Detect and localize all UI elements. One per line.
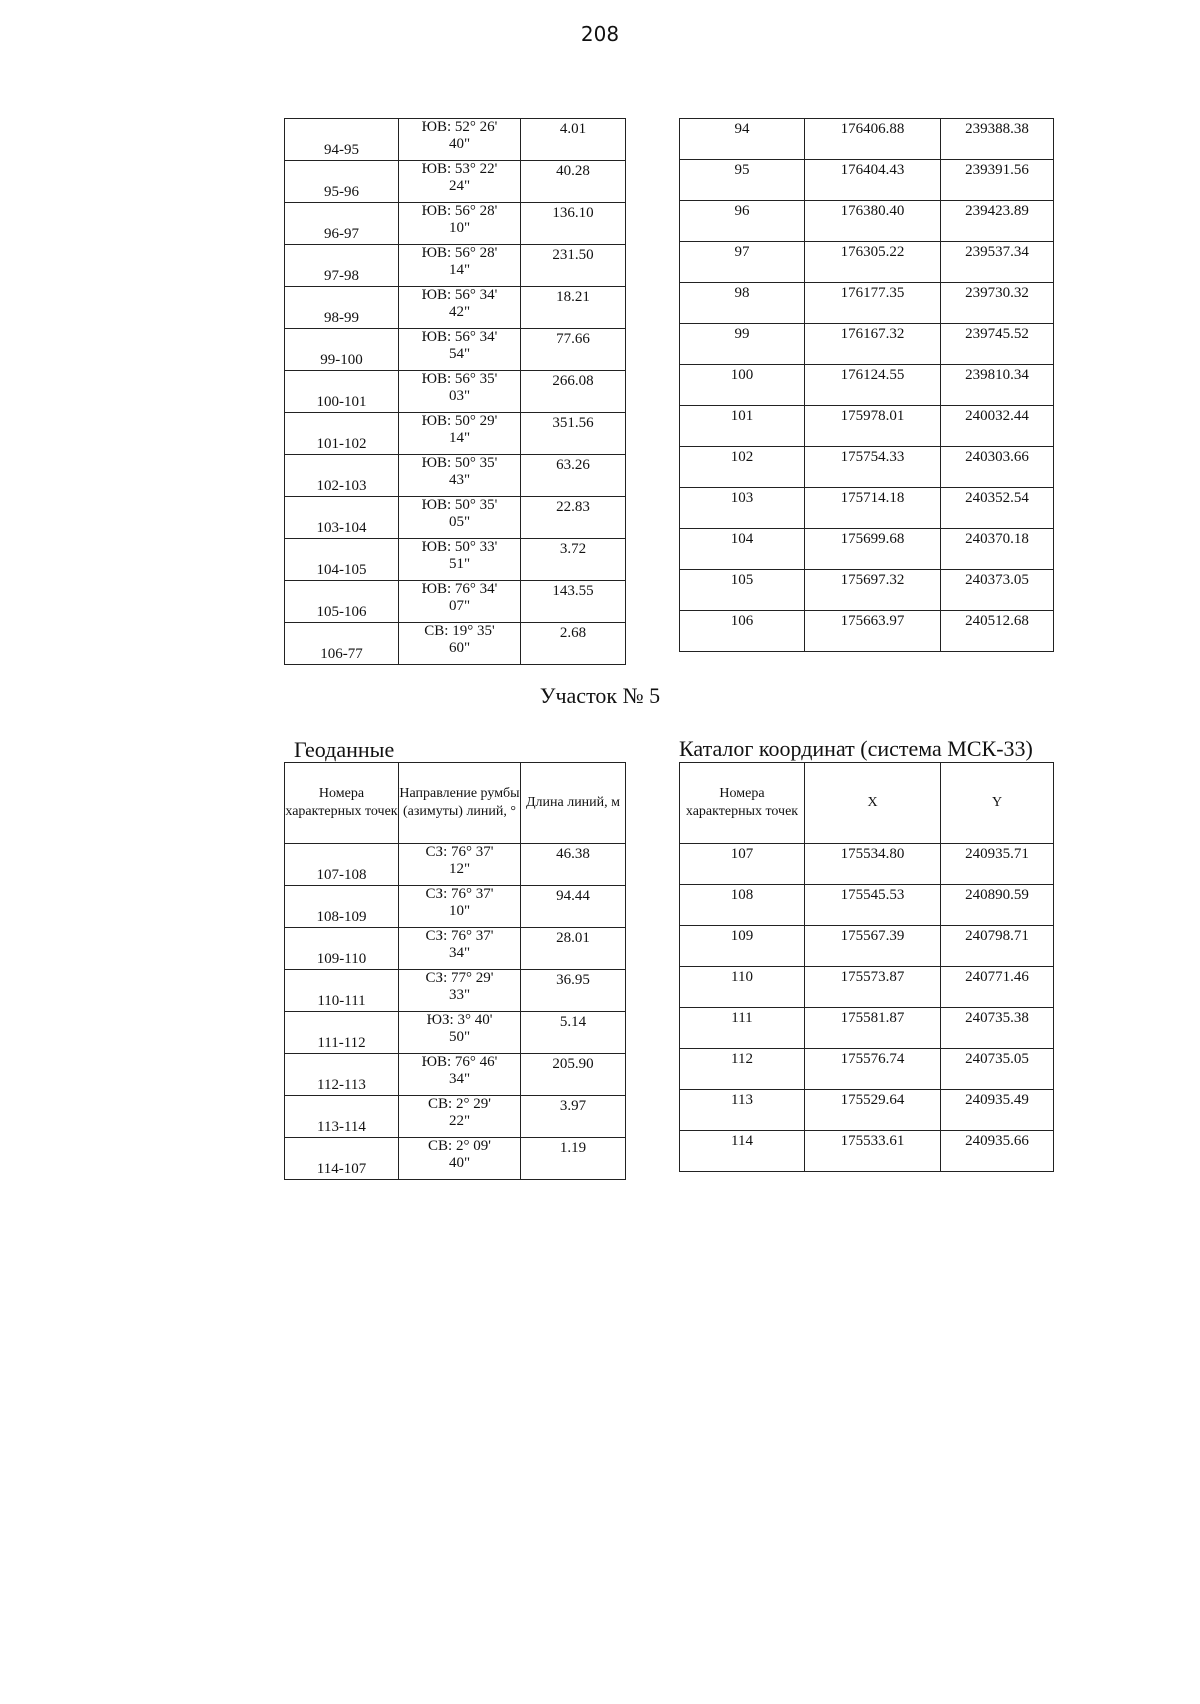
header-points: Номера характерных точек xyxy=(680,763,805,844)
length-cell: 36.95 xyxy=(521,970,626,1012)
direction-part: 50" xyxy=(448,1029,471,1045)
point-cell: 109 xyxy=(680,926,805,967)
direction-cell xyxy=(399,371,521,413)
length-cell: 3.72 xyxy=(521,539,626,581)
table-row xyxy=(285,970,626,1012)
point-cell: 95 xyxy=(680,160,805,201)
coordinate-catalog-table xyxy=(679,762,1054,1172)
direction-part: 40" xyxy=(448,136,471,152)
length-cell: 46.38 xyxy=(521,844,626,886)
y-cell: 239391.56 xyxy=(941,160,1054,201)
point-cell: 112 xyxy=(680,1049,805,1090)
x-cell: 175697.32 xyxy=(805,570,941,611)
table-row xyxy=(680,488,1054,529)
direction-cell xyxy=(399,1096,521,1138)
length-cell: 143.55 xyxy=(521,581,626,623)
point-cell: 94 xyxy=(680,119,805,160)
x-cell: 175978.01 xyxy=(805,406,941,447)
table-row xyxy=(285,329,626,371)
y-cell: 240935.66 xyxy=(941,1131,1054,1172)
point-cell: 107 xyxy=(680,844,805,885)
y-cell: 240735.05 xyxy=(941,1049,1054,1090)
direction-part: ЮВ: 50° 35' xyxy=(421,455,498,471)
table-row xyxy=(285,413,626,455)
table-row xyxy=(285,455,626,497)
segment-cell: 98-99 xyxy=(285,287,399,329)
segment-cell: 96-97 xyxy=(285,203,399,245)
table-row xyxy=(680,1131,1054,1172)
direction-part: 03" xyxy=(448,388,471,404)
geodata-header-row xyxy=(285,763,626,844)
direction-part: ЮВ: 56° 28' xyxy=(421,203,498,219)
table-row xyxy=(285,119,626,161)
direction-part: ЮВ: 56° 34' xyxy=(421,329,498,345)
section-title: Участок № 5 xyxy=(539,683,661,708)
y-cell: 239730.32 xyxy=(941,283,1054,324)
header-y: Y xyxy=(941,763,1054,844)
direction-part: ЮВ: 76° 34' xyxy=(421,581,498,597)
direction-part: ЮВ: 50° 29' xyxy=(421,413,498,429)
direction-part: 33" xyxy=(448,987,471,1003)
point-cell: 100 xyxy=(680,365,805,406)
x-cell: 175529.64 xyxy=(805,1090,941,1131)
segment-cell: 113-114 xyxy=(285,1096,399,1138)
length-cell: 28.01 xyxy=(521,928,626,970)
table-row xyxy=(285,245,626,287)
length-cell: 1.19 xyxy=(521,1138,626,1180)
y-cell: 239388.38 xyxy=(941,119,1054,160)
direction-cell xyxy=(399,623,521,665)
table-row xyxy=(285,886,626,928)
x-cell: 175533.61 xyxy=(805,1131,941,1172)
table-row xyxy=(680,242,1054,283)
segment-cell: 103-104 xyxy=(285,497,399,539)
direction-cell xyxy=(399,970,521,1012)
x-cell: 176177.35 xyxy=(805,283,941,324)
point-cell: 113 xyxy=(680,1090,805,1131)
segment-cell: 111-112 xyxy=(285,1012,399,1054)
x-cell: 175576.74 xyxy=(805,1049,941,1090)
y-cell: 239537.34 xyxy=(941,242,1054,283)
x-cell: 176406.88 xyxy=(805,119,941,160)
y-cell: 240512.68 xyxy=(941,611,1054,652)
direction-part: 12" xyxy=(448,861,471,877)
direction-cell xyxy=(399,1138,521,1180)
coordinate-catalog-table-continued xyxy=(679,118,1054,652)
direction-part: 51" xyxy=(448,556,471,572)
length-cell: 351.56 xyxy=(521,413,626,455)
point-cell: 102 xyxy=(680,447,805,488)
direction-cell xyxy=(399,844,521,886)
segment-cell: 97-98 xyxy=(285,245,399,287)
y-cell: 240771.46 xyxy=(941,967,1054,1008)
point-cell: 103 xyxy=(680,488,805,529)
direction-part: ЮВ: 76° 46' xyxy=(421,1054,498,1070)
direction-cell xyxy=(399,455,521,497)
direction-part: ЮВ: 50° 33' xyxy=(421,539,498,555)
segment-cell: 100-101 xyxy=(285,371,399,413)
length-cell: 40.28 xyxy=(521,161,626,203)
table-row xyxy=(680,1090,1054,1131)
direction-part: ЮВ: 56° 28' xyxy=(421,245,498,261)
direction-part: 24" xyxy=(448,178,471,194)
segment-cell: 109-110 xyxy=(285,928,399,970)
table-row xyxy=(680,160,1054,201)
direction-cell xyxy=(399,1012,521,1054)
x-cell: 175573.87 xyxy=(805,967,941,1008)
y-cell: 240032.44 xyxy=(941,406,1054,447)
x-cell: 175545.53 xyxy=(805,885,941,926)
x-cell: 176167.32 xyxy=(805,324,941,365)
direction-cell xyxy=(399,287,521,329)
segment-cell: 114-107 xyxy=(285,1138,399,1180)
direction-part: ЮВ: 56° 35' xyxy=(421,371,498,387)
table-row xyxy=(680,844,1054,885)
segment-cell: 105-106 xyxy=(285,581,399,623)
point-cell: 114 xyxy=(680,1131,805,1172)
table-row xyxy=(680,324,1054,365)
segment-cell: 108-109 xyxy=(285,886,399,928)
direction-cell xyxy=(399,203,521,245)
geodata-caption: Геоданные xyxy=(294,737,395,762)
direction-part: СВ: 2° 29' xyxy=(428,1096,491,1112)
geodata-table-continued xyxy=(284,118,626,665)
y-cell: 240798.71 xyxy=(941,926,1054,967)
x-cell: 176380.40 xyxy=(805,201,941,242)
table-row xyxy=(680,447,1054,488)
segment-cell: 95-96 xyxy=(285,161,399,203)
geodata-table xyxy=(284,762,626,1180)
table-row xyxy=(285,1138,626,1180)
y-cell: 240735.38 xyxy=(941,1008,1054,1049)
table-row xyxy=(285,928,626,970)
direction-part: 34" xyxy=(448,945,471,961)
direction-part: СЗ: 77° 29' xyxy=(425,970,494,986)
length-cell: 4.01 xyxy=(521,119,626,161)
direction-part: ЮВ: 52° 26' xyxy=(421,119,498,135)
y-cell: 239810.34 xyxy=(941,365,1054,406)
direction-part: 34" xyxy=(448,1071,471,1087)
direction-part: ЮВ: 56° 34' xyxy=(421,287,498,303)
table-row xyxy=(680,283,1054,324)
header-points: Номера характерных точек xyxy=(285,763,399,844)
segment-cell: 104-105 xyxy=(285,539,399,581)
x-cell: 176404.43 xyxy=(805,160,941,201)
length-cell: 136.10 xyxy=(521,203,626,245)
point-cell: 101 xyxy=(680,406,805,447)
direction-part: ЮВ: 53° 22' xyxy=(421,161,498,177)
direction-part: 22" xyxy=(448,1113,471,1129)
table-row xyxy=(285,844,626,886)
point-cell: 99 xyxy=(680,324,805,365)
point-cell: 104 xyxy=(680,529,805,570)
x-cell: 175699.68 xyxy=(805,529,941,570)
point-cell: 97 xyxy=(680,242,805,283)
y-cell: 240890.59 xyxy=(941,885,1054,926)
direction-part: 60" xyxy=(448,640,471,656)
page-number: 208 xyxy=(580,22,620,46)
table-row xyxy=(680,967,1054,1008)
segment-cell: 94-95 xyxy=(285,119,399,161)
length-cell: 205.90 xyxy=(521,1054,626,1096)
x-cell: 175754.33 xyxy=(805,447,941,488)
direction-cell xyxy=(399,497,521,539)
table-row xyxy=(680,926,1054,967)
point-cell: 106 xyxy=(680,611,805,652)
length-cell: 22.83 xyxy=(521,497,626,539)
segment-cell: 110-111 xyxy=(285,970,399,1012)
x-cell: 175714.18 xyxy=(805,488,941,529)
point-cell: 105 xyxy=(680,570,805,611)
y-cell: 239423.89 xyxy=(941,201,1054,242)
y-cell: 240935.49 xyxy=(941,1090,1054,1131)
length-cell: 231.50 xyxy=(521,245,626,287)
table-row xyxy=(680,406,1054,447)
header-length: Длина линий, м xyxy=(521,763,626,844)
table-row xyxy=(285,1096,626,1138)
direction-part: СВ: 2° 09' xyxy=(428,1138,491,1154)
table-row xyxy=(680,885,1054,926)
direction-cell xyxy=(399,886,521,928)
length-cell: 63.26 xyxy=(521,455,626,497)
table-row xyxy=(285,539,626,581)
point-cell: 98 xyxy=(680,283,805,324)
direction-cell xyxy=(399,928,521,970)
length-cell: 18.21 xyxy=(521,287,626,329)
table-row xyxy=(680,570,1054,611)
y-cell: 239745.52 xyxy=(941,324,1054,365)
segment-cell: 107-108 xyxy=(285,844,399,886)
direction-cell xyxy=(399,245,521,287)
direction-part: СЗ: 76° 37' xyxy=(425,928,494,944)
catalog-header-row xyxy=(680,763,1054,844)
point-cell: 96 xyxy=(680,201,805,242)
table-row xyxy=(680,611,1054,652)
segment-cell: 102-103 xyxy=(285,455,399,497)
segment-cell: 99-100 xyxy=(285,329,399,371)
y-cell: 240935.71 xyxy=(941,844,1054,885)
table-row xyxy=(680,1049,1054,1090)
direction-cell xyxy=(399,1054,521,1096)
length-cell: 77.66 xyxy=(521,329,626,371)
table-row xyxy=(285,1054,626,1096)
y-cell: 240352.54 xyxy=(941,488,1054,529)
direction-cell xyxy=(399,413,521,455)
direction-cell xyxy=(399,539,521,581)
segment-cell: 112-113 xyxy=(285,1054,399,1096)
length-cell: 94.44 xyxy=(521,886,626,928)
table-row xyxy=(285,1012,626,1054)
length-cell: 5.14 xyxy=(521,1012,626,1054)
table-row xyxy=(285,497,626,539)
table-row xyxy=(285,287,626,329)
length-cell: 2.68 xyxy=(521,623,626,665)
point-cell: 108 xyxy=(680,885,805,926)
table-row xyxy=(285,623,626,665)
x-cell: 175663.97 xyxy=(805,611,941,652)
direction-part: 14" xyxy=(448,262,471,278)
direction-cell xyxy=(399,161,521,203)
x-cell: 175567.39 xyxy=(805,926,941,967)
catalog-caption: Каталог координат (система МСК-33) xyxy=(679,736,1033,761)
header-direction: Направление румбы (азимуты) линий, ° xyxy=(399,763,521,844)
segment-cell: 106-77 xyxy=(285,623,399,665)
x-cell: 176305.22 xyxy=(805,242,941,283)
direction-part: 54" xyxy=(448,346,471,362)
table-row xyxy=(680,119,1054,160)
direction-cell xyxy=(399,329,521,371)
direction-part: СЗ: 76° 37' xyxy=(425,886,494,902)
table-row xyxy=(285,581,626,623)
direction-cell xyxy=(399,119,521,161)
direction-part: ЮЗ: 3° 40' xyxy=(426,1012,493,1028)
direction-part: 40" xyxy=(448,1155,471,1171)
direction-part: 07" xyxy=(448,598,471,614)
table-row xyxy=(680,529,1054,570)
direction-part: 14" xyxy=(448,430,471,446)
x-cell: 176124.55 xyxy=(805,365,941,406)
direction-part: 05" xyxy=(448,514,471,530)
x-cell: 175581.87 xyxy=(805,1008,941,1049)
length-cell: 3.97 xyxy=(521,1096,626,1138)
direction-part: 10" xyxy=(448,903,471,919)
point-cell: 111 xyxy=(680,1008,805,1049)
segment-cell: 101-102 xyxy=(285,413,399,455)
direction-part: 42" xyxy=(448,304,471,320)
table-row xyxy=(285,203,626,245)
y-cell: 240303.66 xyxy=(941,447,1054,488)
table-row xyxy=(680,1008,1054,1049)
header-x: X xyxy=(805,763,941,844)
length-cell: 266.08 xyxy=(521,371,626,413)
direction-part: 43" xyxy=(448,472,471,488)
table-row xyxy=(680,365,1054,406)
table-row xyxy=(285,161,626,203)
table-row xyxy=(680,201,1054,242)
direction-part: СВ: 19° 35' xyxy=(424,623,495,639)
table-row xyxy=(285,371,626,413)
y-cell: 240373.05 xyxy=(941,570,1054,611)
direction-part: СЗ: 76° 37' xyxy=(425,844,494,860)
x-cell: 175534.80 xyxy=(805,844,941,885)
point-cell: 110 xyxy=(680,967,805,1008)
y-cell: 240370.18 xyxy=(941,529,1054,570)
direction-part: ЮВ: 50° 35' xyxy=(421,497,498,513)
direction-cell xyxy=(399,581,521,623)
direction-part: 10" xyxy=(448,220,471,236)
